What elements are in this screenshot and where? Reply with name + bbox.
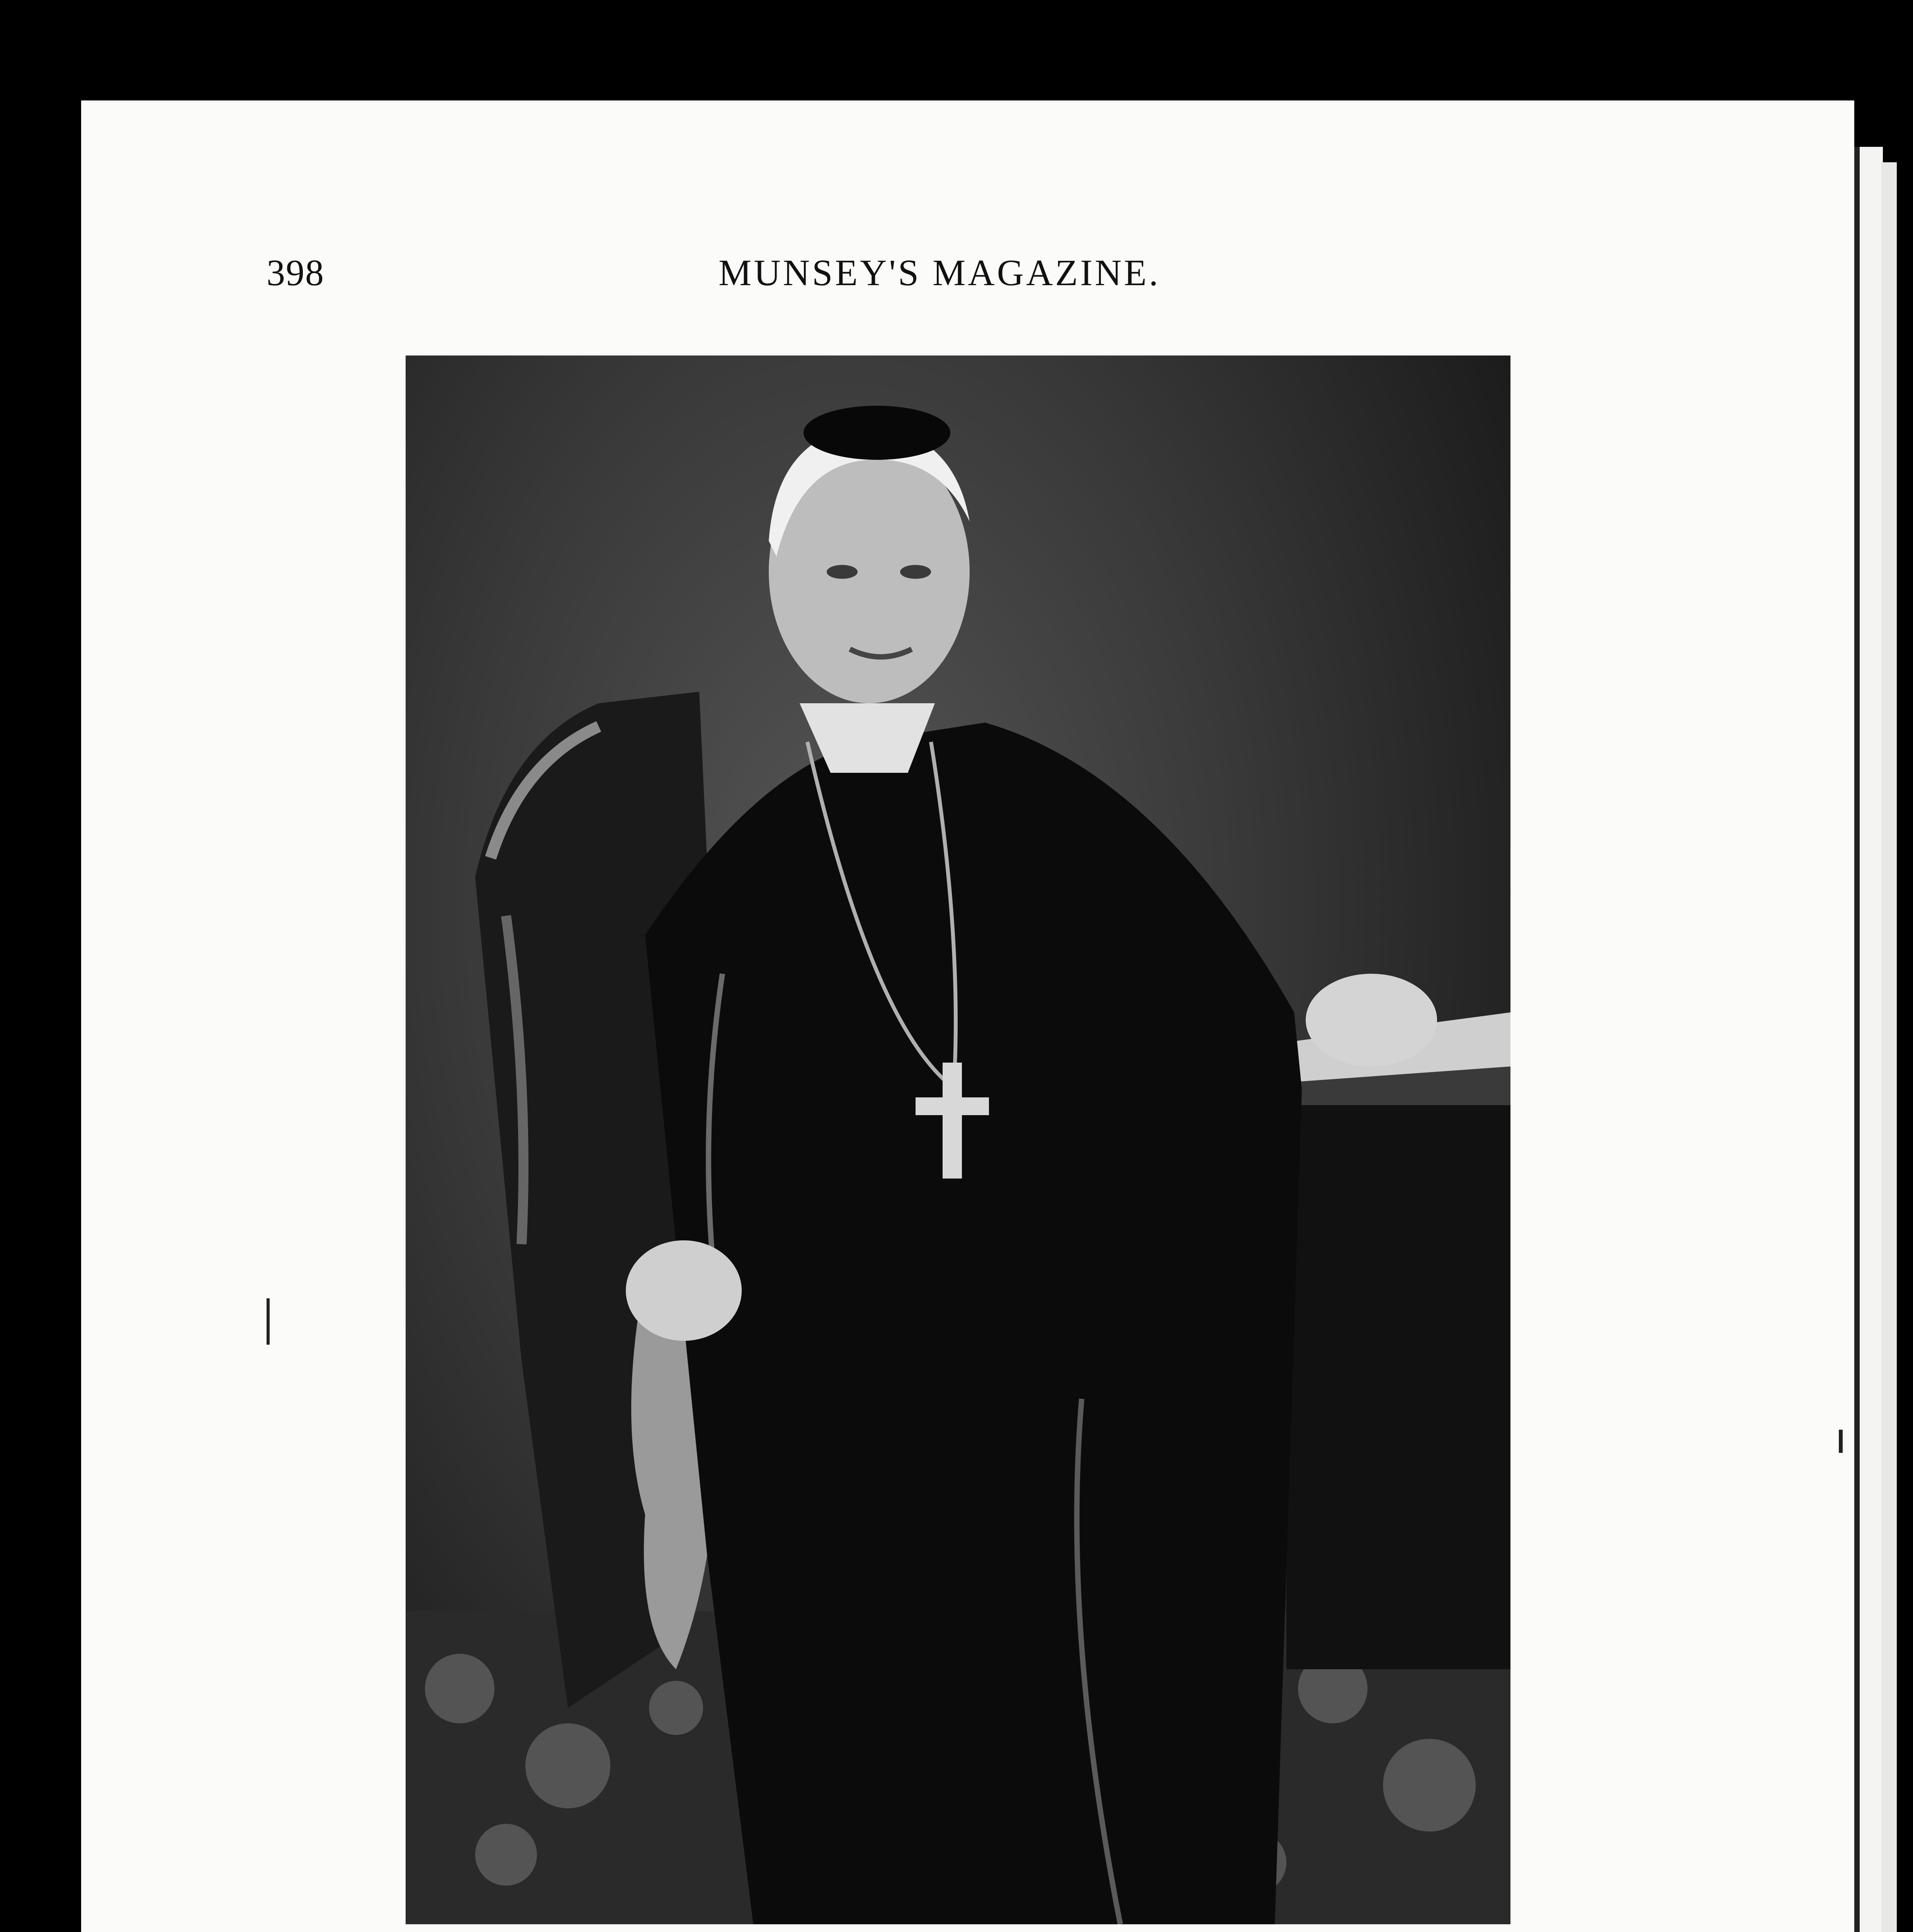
table (1286, 1090, 1510, 1669)
margin-mark (1839, 1430, 1843, 1453)
cassock (645, 723, 1302, 1924)
next-page-edge (1854, 147, 1883, 1932)
running-head: MUNSEY'S MAGAZINE. (719, 252, 1160, 293)
page-number: 398 (267, 252, 324, 293)
cardinal-portrait-photo (406, 355, 1510, 1924)
portrait-illustration (406, 355, 1510, 1924)
page-stack-edge (1881, 162, 1897, 1932)
zucchetto (804, 406, 950, 460)
margin-mark (267, 1298, 270, 1345)
left-hand (626, 1240, 742, 1341)
right-hand (1306, 974, 1437, 1066)
